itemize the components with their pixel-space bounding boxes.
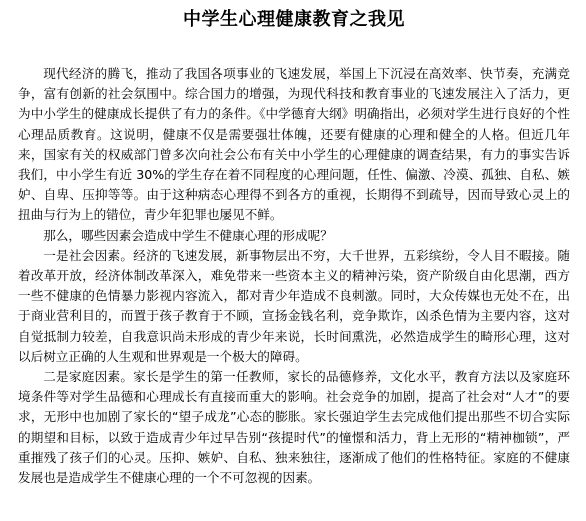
paragraph-social-factors: 一是社会因素。经济的飞速发展，新事物层出不穷，大千世界，五彩缤纷，令人目不暇接。随着改革开放，经济体制改革深入，难免带来一些资本主义的精神污染，资产阶级自由化思潮，西方一些不健康的色情暴力影视内容流入，都对青少年造成不良刺激。同时，大众传媒也无处不在，出于商业营利目的，而置于孩子教育于不顾，宣扬金钱名利，竞争欺诈，凶杀色情为主要内容，这对自觉抵制力较差，自我意识尚未形成的青少年来说，长时间熏洗，必然造成学生的畸形心理，这对以后树立正确的人生观和世界观是一个极大的障碍。 <box>18 247 570 364</box>
paragraph-intro: 现代经济的腾飞，推动了我国各项事业的飞速发展，举国上下沉浸在高效率、快节奏，充满竞争，富有创新的社会氛围中。综合国力的增强，为现代科技和教育事业的飞速发展注入了活力，更为中小学生的健康成长提供了有力的条件。《中学德育大纲》明确指出，必须对学生进行良好的个性心理品质教育。这说明，健康不仅是需要强壮体魄，还要有健康的心理和健全的人格。但近几年来，国家有关的权威部门曾多次向社会公布有关中小学生的心理健康的调查结果，有力的事实告诉我们，中小学生有近 30%的学生存在着不同程度的心理问题，任性、偏激、冷漠、孤独、自私、嫉妒、自卑、压抑等等。由于这种病态心理得不到各方的重视，长期得不到疏导，因而导致心灵上的扭曲与行为上的错位，青少年犯罪也屡见不鲜。 <box>18 66 570 223</box>
article-title: 中学生心理健康教育之我见 <box>183 9 405 30</box>
paragraph-question: 那么，哪些因素会造成中学生不健康心理的形成呢？ <box>43 227 333 243</box>
article-body <box>18 64 570 488</box>
paragraph-family-factors: 二是家庭因素。家长是学生的第一任教师，家长的品德修养，文化水平，教育方法以及家庭环境条件等对学生品德和心理成长有直接而重大的影响。社会竞争的加剧，提高了社会对“人才”的要求，无形中也加剧了家长的“望子成龙”心态的膨胀。家长强迫学生去完成他们提出那些不切合实际的期望和目标，以致于造成青少年过早告别“孩提时代”的憧憬和活力，背上无形的“精神枷锁”，严重摧残了孩子们的心灵。压抑、嫉妒、自私、独来独往，逐渐成了他们的性格特征。家庭的不健康发展也是造成学生不健康心理的一个不可忽视的因素。 <box>18 369 570 486</box>
